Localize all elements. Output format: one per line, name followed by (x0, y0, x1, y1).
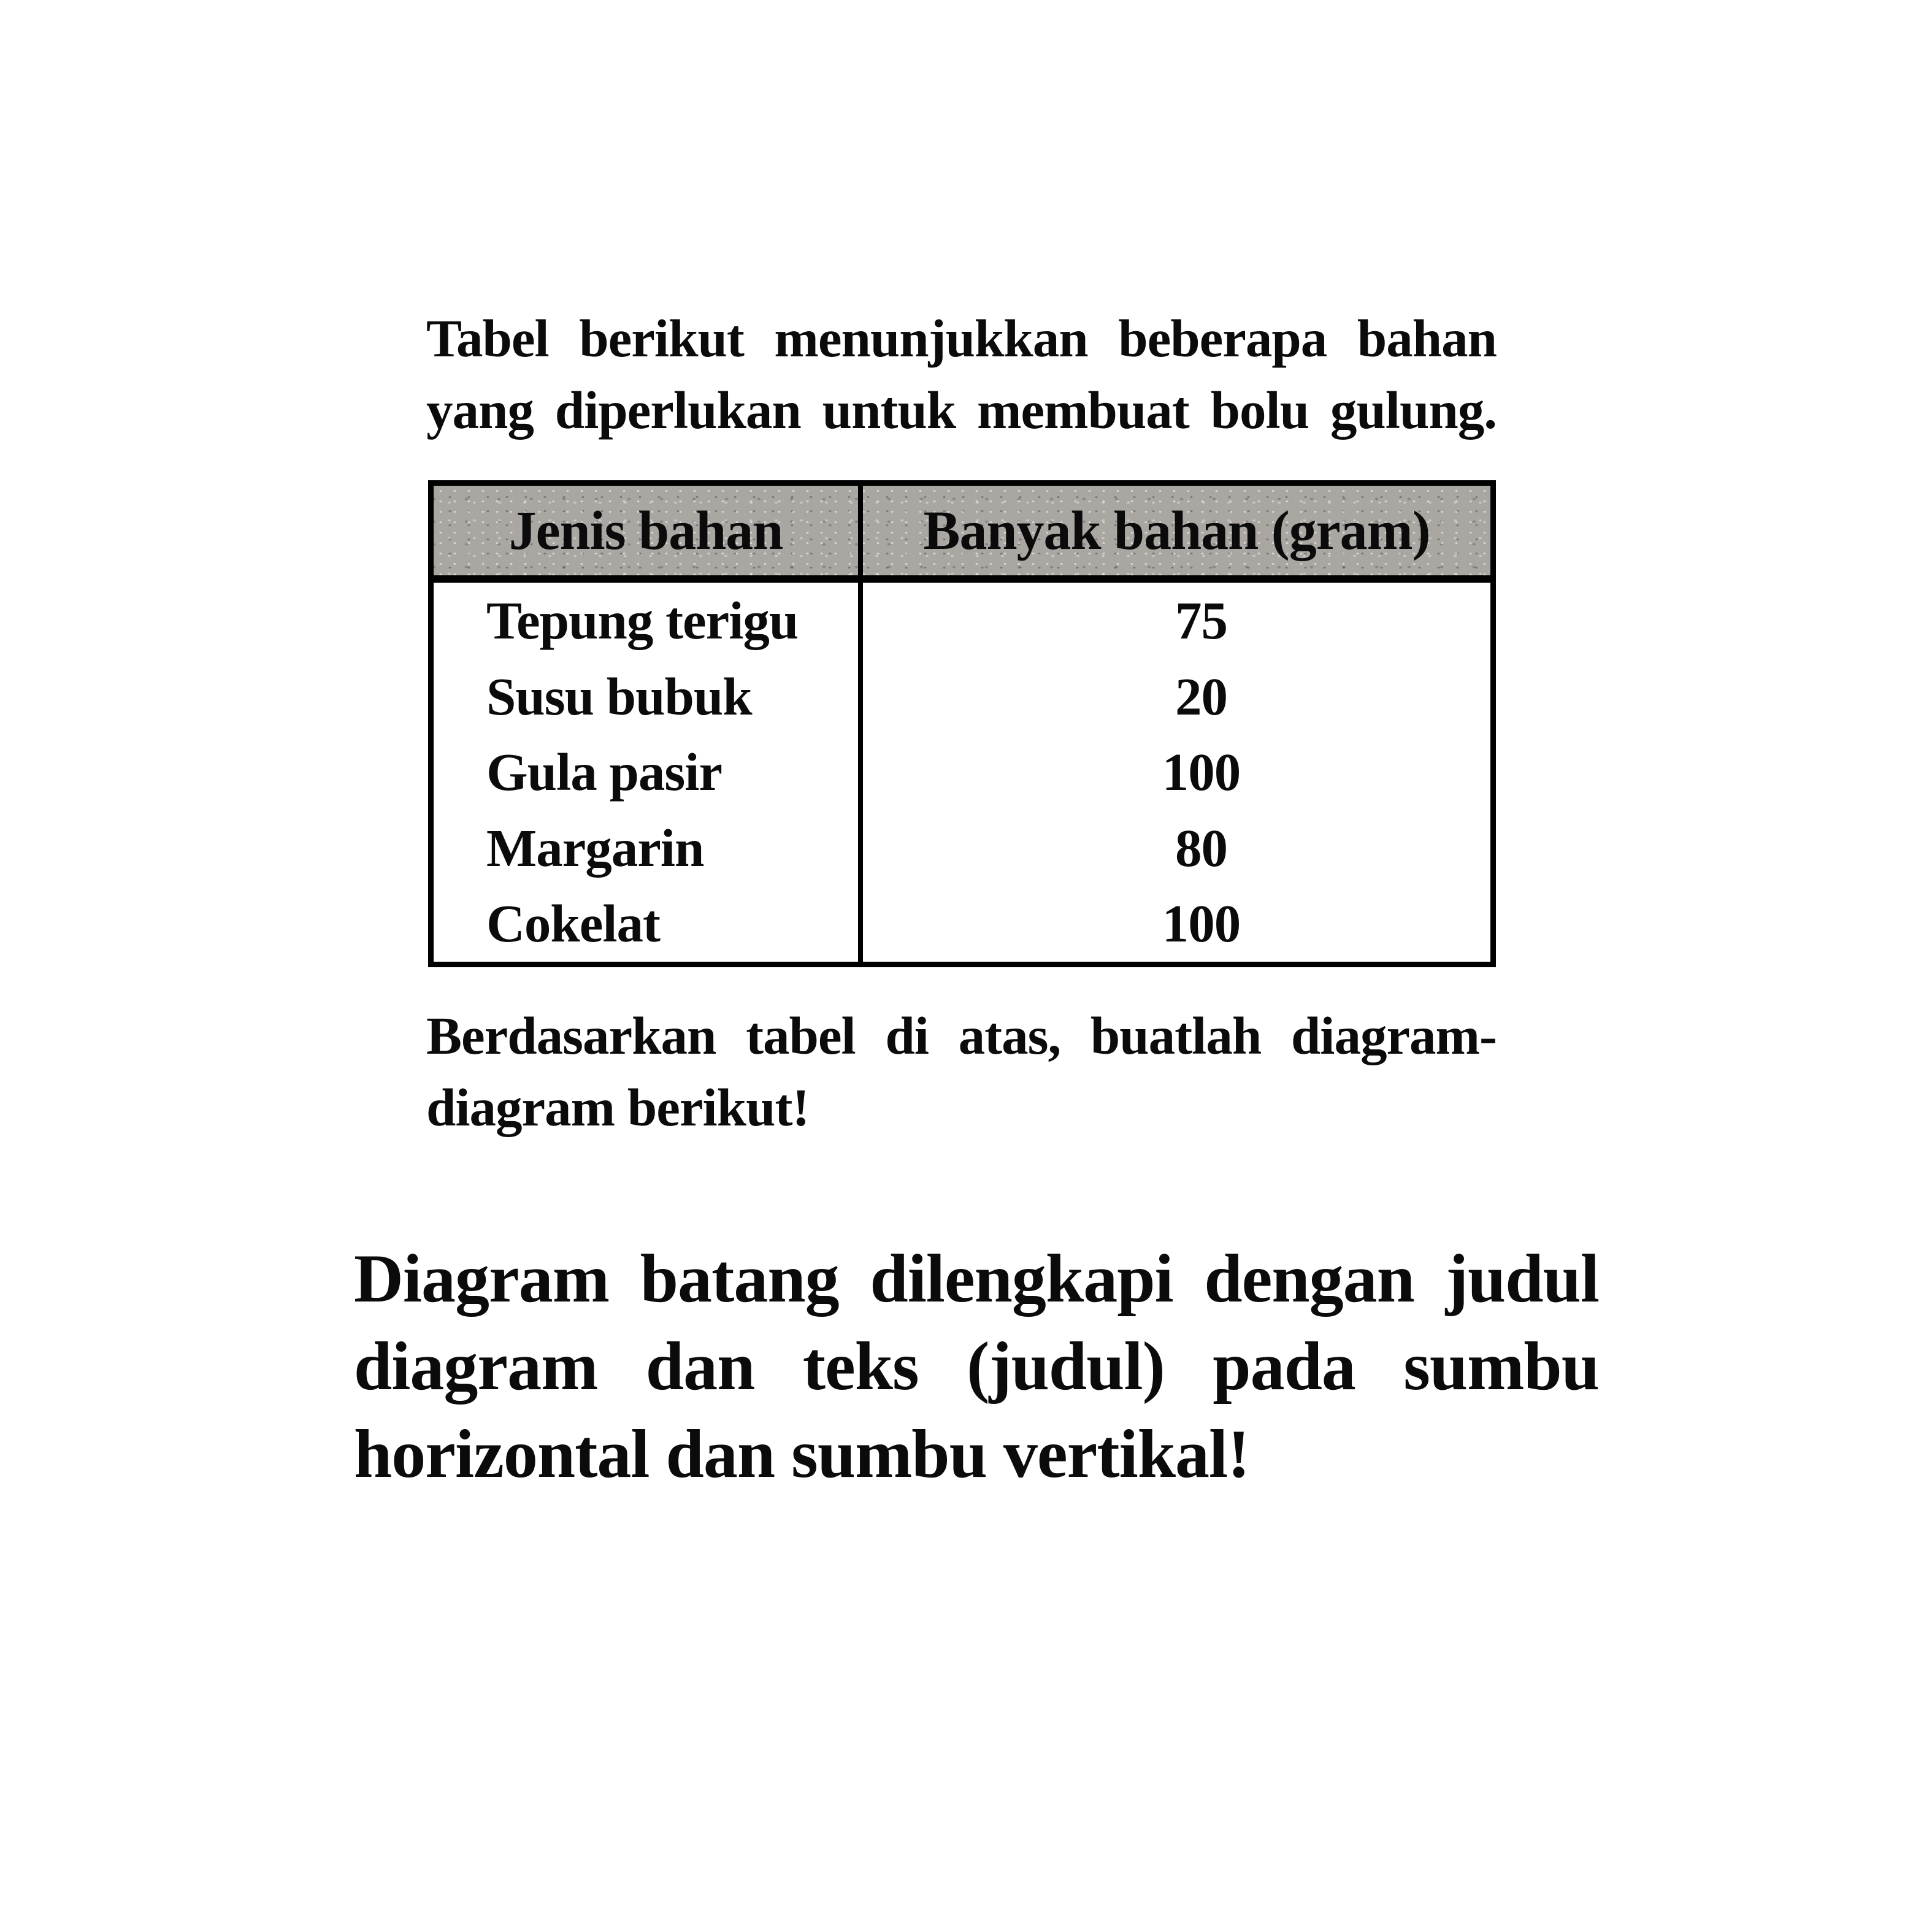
header-cell-jenis-bahan: Jenis bahan (434, 486, 863, 575)
instruction-paragraph (426, 1000, 1497, 1143)
table-header-row (434, 486, 1490, 583)
task-line-2: diagram dan teks (judul) pada sumbu (354, 1328, 1599, 1405)
ingredients-table (428, 480, 1496, 967)
instruction-line-2: diagram berikut! (426, 1078, 810, 1137)
ingredient-name-cell: Cokelat (434, 886, 863, 962)
task-paragraph (354, 1235, 1599, 1498)
task-line-3: horizontal dan sumbu vertikal! (354, 1416, 1250, 1492)
ingredient-value-cell: 100 (1162, 894, 1241, 954)
ingredient-name-cell: Susu bubuk (434, 659, 863, 735)
ingredient-value-cell: 75 (1175, 591, 1227, 651)
task-line-1: Diagram batang dilengkapi dengan judul (354, 1241, 1599, 1317)
ingredient-value-cell: 80 (1175, 818, 1227, 878)
ingredient-value-cell: 100 (1162, 742, 1241, 802)
instruction-line-1: Berdasarkan tabel di atas, buatlah diagram- (426, 1006, 1497, 1065)
intro-line-1: Tabel berikut menunjukkan beberapa bahan (426, 309, 1497, 368)
table-body (434, 583, 1490, 962)
ingredient-value-cell: 20 (1175, 666, 1227, 726)
header-cell-banyak-bahan: Banyak bahan (gram) (923, 500, 1430, 561)
ingredient-name-cell: Gula pasir (434, 734, 863, 810)
intro-line-2: yang diperlukan untuk membuat bolu gulung. (426, 380, 1497, 440)
ingredient-name-cell: Margarin (434, 810, 863, 886)
ingredient-name-cell: Tepung terigu (434, 583, 863, 659)
intro-paragraph (426, 302, 1497, 446)
